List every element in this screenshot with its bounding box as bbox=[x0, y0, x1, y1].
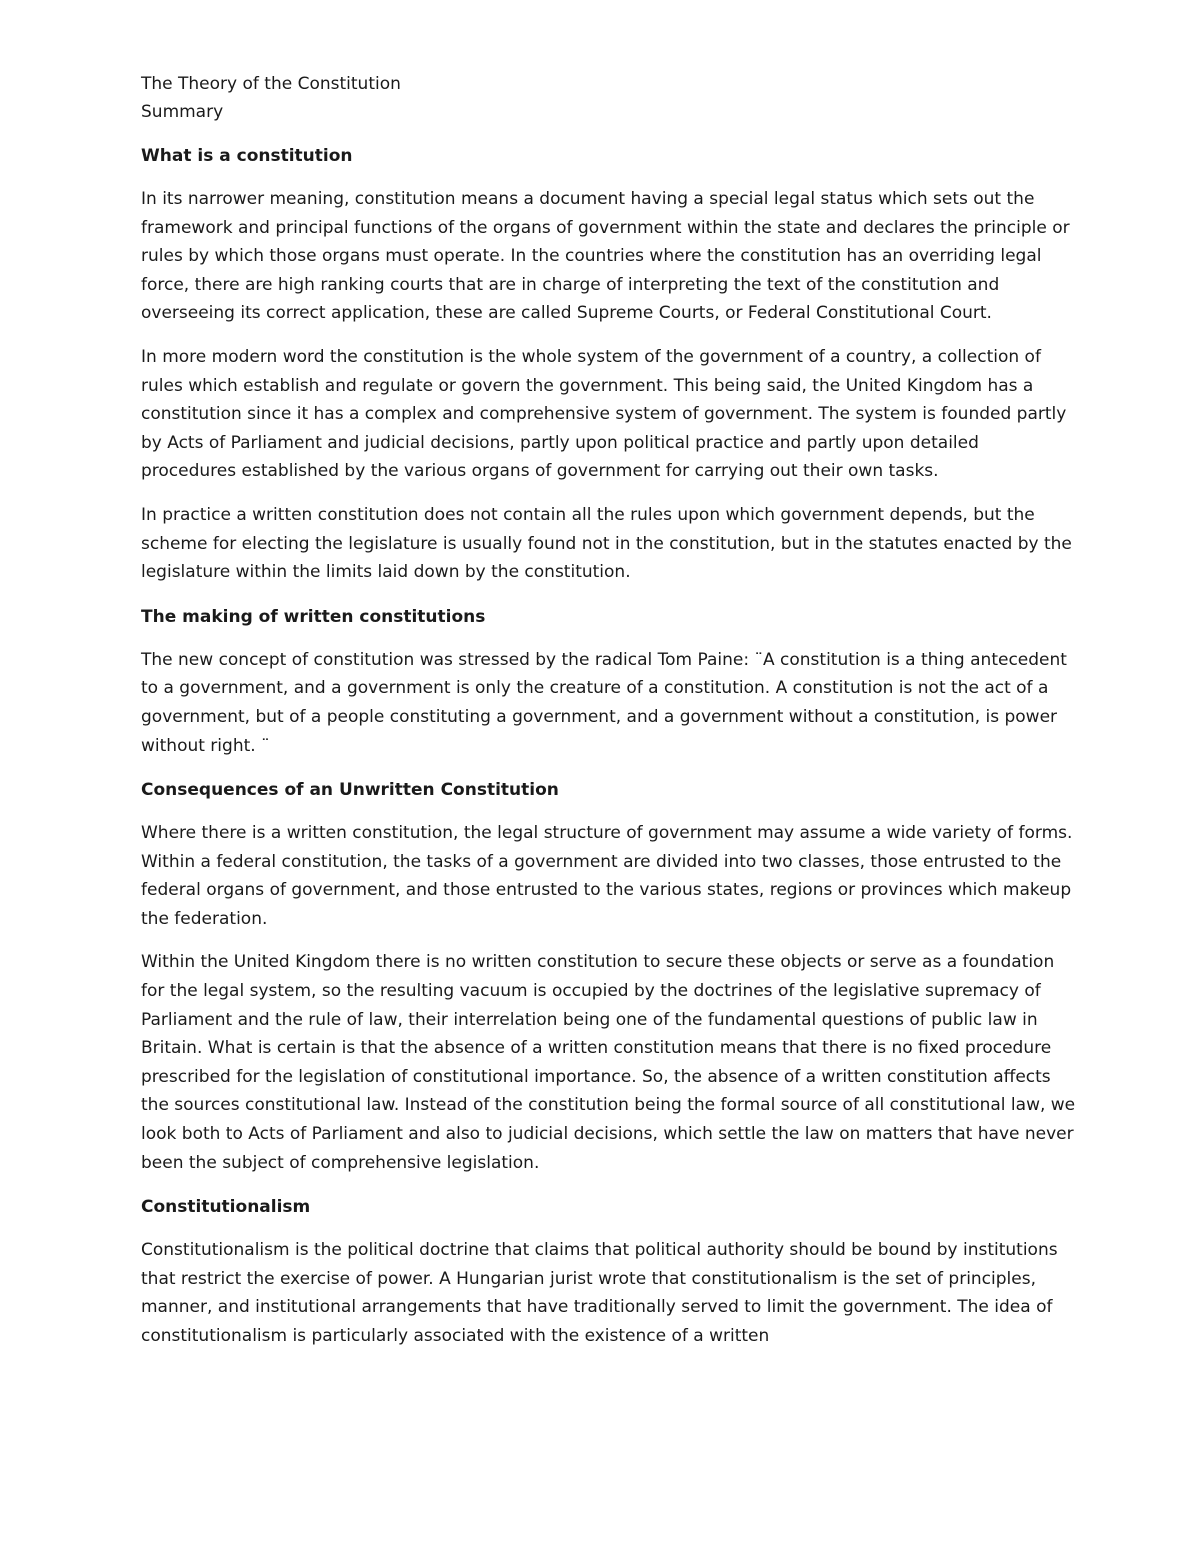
document-title: The Theory of the Constitution bbox=[141, 74, 401, 94]
section-heading-consequences-unwritten-constitution: Consequences of an Unwritten Constitution bbox=[141, 780, 559, 801]
document-subtitle: Summary bbox=[141, 102, 224, 122]
paragraph: Constitutionalism is the political doctrine that claims that political authority should be bound by institutions that restrict the exercise of power. A Hungarian jurist wrote that constitutionalism is the set of principles, manner, and institutional arrangements that have traditionally served to limit the government. The idea of constitutionalism is particularly associated with the existence of a written bbox=[141, 1240, 1058, 1346]
section-heading-making-of-written-constitutions: The making of written constitutions bbox=[141, 606, 486, 627]
paragraph: The new concept of constitution was stressed by the radical Tom Paine: ¨A constitution is a thing antecedent to a government, and a government is only the creature of a constitution. A constitution is not the act of a government, but of a people constituting a government, and a government without a constitution, is power without right. ¨ bbox=[141, 649, 1067, 756]
document-page bbox=[141, 70, 1076, 1351]
paragraph: In its narrower meaning, constitution means a document having a special legal status which sets out the framework and principal functions of the organs of government within the state and declares the principle or rules by which those organs must operate. In the countries where the constitution has an overriding legal force, there are high ranking courts that are in charge of interpreting the text of the constitution and overseeing its correct application, these are called Supreme Courts, or Federal Constitutional Court. bbox=[141, 189, 1070, 324]
paragraph: Within the United Kingdom there is no written constitution to secure these objects or serve as a foundation for the legal system, so the resulting vacuum is occupied by the doctrines of the legislative supremacy of Parliament and the rule of law, their interrelation being one of the fundamental questions of public law in Britain. What is certain is that the absence of a written constitution means that there is no fixed procedure prescribed for the legislation of constitutional importance. So, the absence of a written constitution affects the sources constitutional law. Instead of the constitution being the formal source of all constitutional law, we look both to Acts of Parliament and also to judicial decisions, which settle the law on matters that have never been the subject of comprehensive legislation. bbox=[141, 952, 1076, 1173]
paragraph: Where there is a written constitution, the legal structure of government may assume a wide variety of forms. Within a federal constitution, the tasks of a government are divided into two classes, those entrusted to the federal organs of government, and those entrusted to the various states, regions or provinces which makeup the federation. bbox=[141, 823, 1073, 929]
paragraph: In practice a written constitution does not contain all the rules upon which government depends, but the scheme for electing the legislature is usually found not in the constitution, but in the statutes enacted by the legislature within the limits laid down by the constitution. bbox=[141, 504, 1072, 583]
section-heading-what-is-a-constitution: What is a constitution bbox=[141, 146, 353, 166]
paragraph: In more modern word the constitution is the whole system of the government of a country, a collection of rules which establish and regulate or govern the government. This being said, the United Kingdom has a constitution since it has a complex and comprehensive system of government. The system is founded partly by Acts of Parliament and judicial decisions, partly upon political practice and partly upon detailed procedures established by the various organs of government for carrying out their own tasks. bbox=[141, 346, 1067, 482]
section-heading-constitutionalism: Constitutionalism bbox=[141, 1197, 311, 1218]
